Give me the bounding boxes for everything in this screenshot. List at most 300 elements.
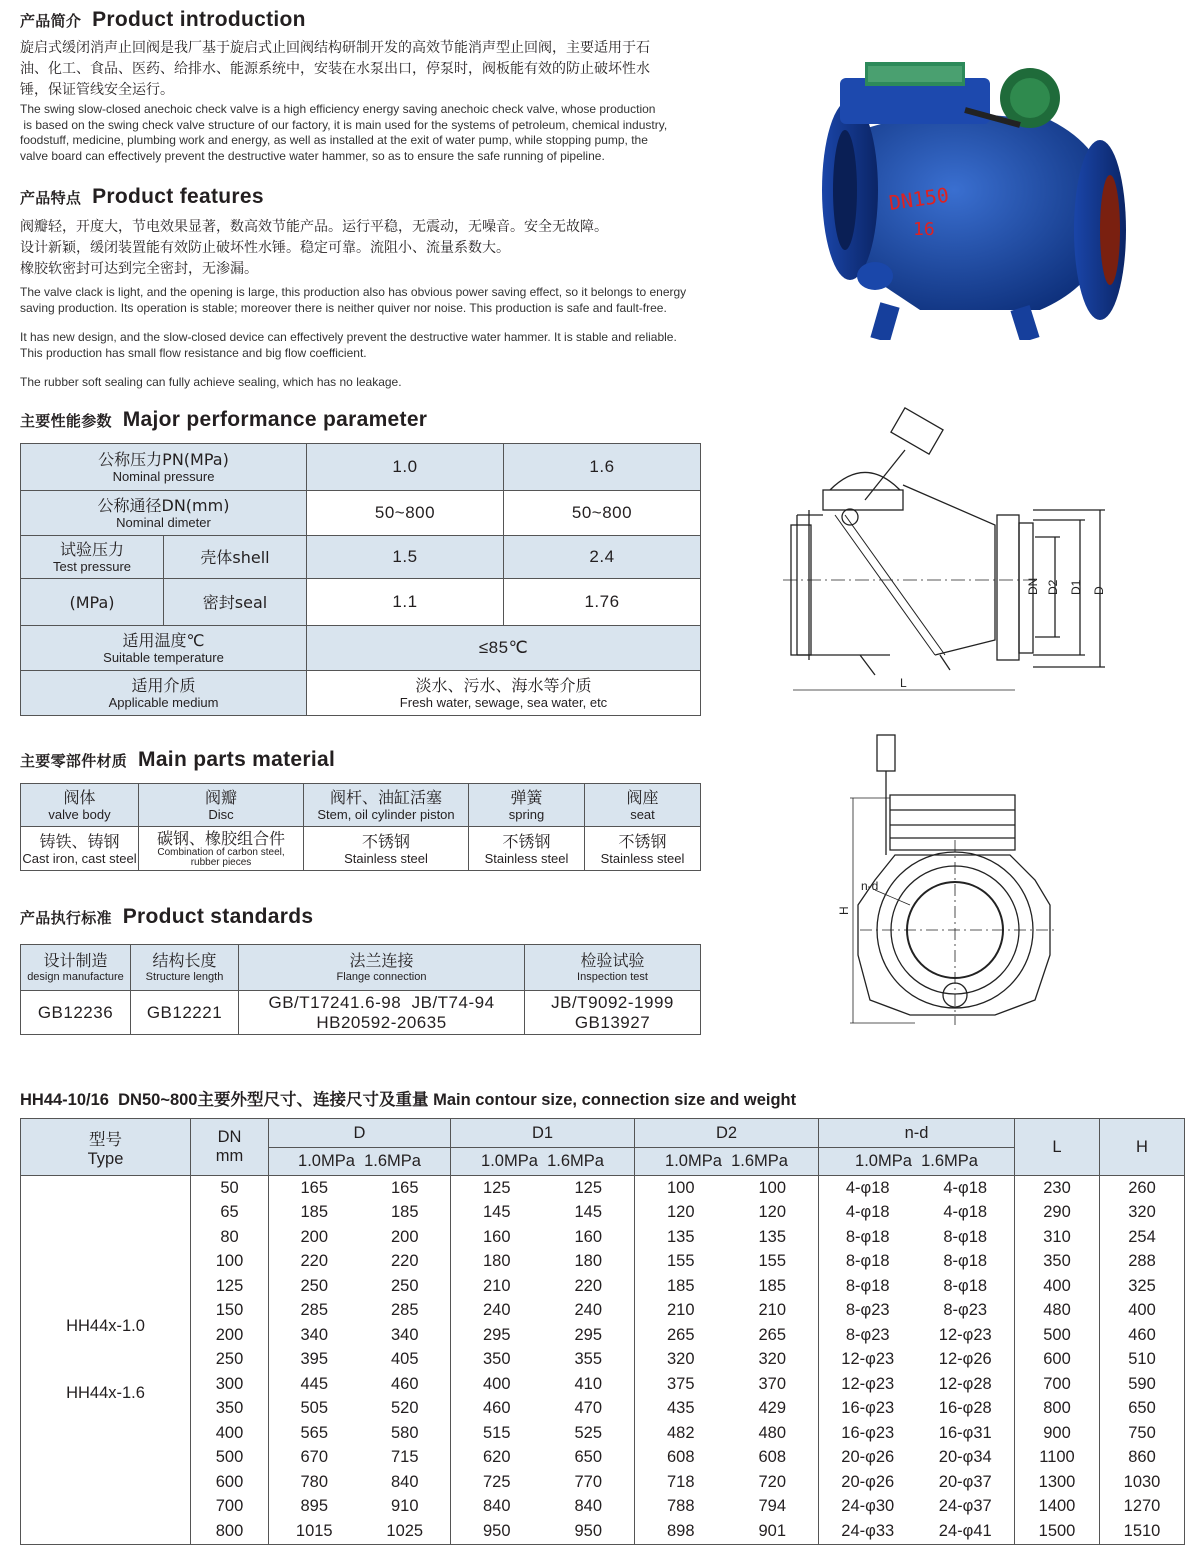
dims-value: 565 xyxy=(300,1423,329,1442)
dim-label-dn: DN xyxy=(1026,577,1040,595)
dims-value: 608 xyxy=(758,1448,787,1467)
std-head: 法兰连接 Flange connection xyxy=(239,945,525,991)
dims-value: 285 xyxy=(300,1301,329,1320)
dims-value: 265 xyxy=(758,1325,787,1344)
dims-l: 1400 xyxy=(1015,1495,1100,1520)
dims-d2 xyxy=(635,1495,819,1520)
dims-value: 155 xyxy=(666,1252,695,1271)
dims-dn: 125 xyxy=(191,1274,269,1299)
mat-head: 弹簧 spring xyxy=(469,784,585,827)
intro-title-cn: 产品简介 xyxy=(20,12,82,30)
perf-val-temp: ≤85℃ xyxy=(307,626,701,671)
performance-title-en: Major performance parameter xyxy=(122,408,428,431)
dims-value: 180 xyxy=(574,1252,603,1271)
dims-d2 xyxy=(635,1176,819,1201)
dims-value: 185 xyxy=(300,1203,329,1222)
dims-d1 xyxy=(451,1274,635,1299)
dims-title: HH44-10/16 DN50~800主要外型尺寸、连接尺寸及重量 Main contour size, connection size and weight xyxy=(20,1091,797,1109)
dims-dn: 80 xyxy=(191,1225,269,1250)
dims-row xyxy=(21,1348,1185,1373)
dims-d1 xyxy=(451,1421,635,1446)
dims-value: 910 xyxy=(390,1497,419,1516)
dims-dn: 700 xyxy=(191,1495,269,1520)
dims-value: 460 xyxy=(482,1399,511,1418)
dims-value: 185 xyxy=(390,1203,419,1222)
perf-label-shell: 壳体shell xyxy=(164,536,307,579)
dims-value: 520 xyxy=(390,1399,419,1418)
dims-value: 525 xyxy=(574,1423,603,1442)
standards-value-row xyxy=(21,991,701,1035)
dims-l: 480 xyxy=(1015,1299,1100,1324)
dims-value: 120 xyxy=(666,1203,695,1222)
mat-val: 不锈钢 Stainless steel xyxy=(585,827,701,871)
dims-head-press: 1.0MPa 1.6MPa xyxy=(635,1148,819,1176)
performance-title-cn: 主要性能参数 xyxy=(20,412,112,430)
dims-value: 8-φ23 xyxy=(943,1301,988,1320)
dims-value: 295 xyxy=(574,1325,603,1344)
dims-h: 1510 xyxy=(1100,1519,1185,1544)
perf-label-temp: 适用温度℃ Suitable temperature xyxy=(21,626,307,671)
dims-value: 340 xyxy=(300,1325,329,1344)
dims-value: 20-φ26 xyxy=(841,1448,895,1467)
dims-d xyxy=(269,1250,451,1275)
side-section-drawing xyxy=(775,405,1185,705)
dims-nd xyxy=(819,1397,1015,1422)
perf-val-medium: 淡水、污水、海水等介质 Fresh water, sewage, sea water, etc xyxy=(307,671,701,716)
mat-val: 不锈钢 Stainless steel xyxy=(469,827,585,871)
dims-value: 180 xyxy=(482,1252,511,1271)
dims-nd xyxy=(819,1274,1015,1299)
dims-value: 395 xyxy=(300,1350,329,1369)
dims-l: 500 xyxy=(1015,1323,1100,1348)
dims-d1 xyxy=(451,1495,635,1520)
dims-value: 210 xyxy=(482,1276,511,1295)
dims-head-press: 1.0MPa 1.6MPa xyxy=(451,1148,635,1176)
materials-title-en: Main parts material xyxy=(138,748,336,771)
dims-l: 290 xyxy=(1015,1201,1100,1226)
dims-nd xyxy=(819,1372,1015,1397)
dims-l: 350 xyxy=(1015,1250,1100,1275)
dims-value: 240 xyxy=(574,1301,603,1320)
intro-title-en: Product introduction xyxy=(92,8,306,31)
std-val: GB12221 xyxy=(131,991,239,1035)
dims-l: 1500 xyxy=(1015,1519,1100,1544)
dims-value: 670 xyxy=(300,1448,329,1467)
perf-row-medium xyxy=(21,671,701,716)
dims-d xyxy=(269,1225,451,1250)
dims-row xyxy=(21,1495,1185,1520)
dims-value: 210 xyxy=(666,1301,695,1320)
perf-val: 2.4 xyxy=(504,536,701,579)
perf-row-temp xyxy=(21,626,701,671)
dims-d2 xyxy=(635,1446,819,1471)
dims-head-press: 1.0MPa 1.6MPa xyxy=(269,1148,451,1176)
dims-d2 xyxy=(635,1201,819,1226)
dims-value: 8-φ18 xyxy=(943,1276,988,1295)
perf-label-pn: 公称压力PN(MPa) Nominal pressure xyxy=(21,444,307,491)
dims-value: 608 xyxy=(666,1448,695,1467)
dims-d1 xyxy=(451,1519,635,1544)
features-cn-line: 阀瓣轻，开度大，节电效果显著，数高效节能产品。运行平稳，无震动，无噪音。安全无故障。 xyxy=(20,219,608,235)
dims-value: 1015 xyxy=(295,1521,333,1540)
dims-d2 xyxy=(635,1372,819,1397)
dims-value: 8-φ18 xyxy=(845,1252,890,1271)
dims-row xyxy=(21,1397,1185,1422)
dims-value: 210 xyxy=(758,1301,787,1320)
dims-l: 230 xyxy=(1015,1176,1100,1201)
mat-head: 阀瓣 Disc xyxy=(139,784,304,827)
photo-label-pn: 16 xyxy=(913,219,935,240)
dims-nd xyxy=(819,1250,1015,1275)
dims-value: 8-φ23 xyxy=(845,1325,890,1344)
dims-nd xyxy=(819,1176,1015,1201)
dims-l: 1300 xyxy=(1015,1470,1100,1495)
dims-d1 xyxy=(451,1348,635,1373)
dims-row xyxy=(21,1519,1185,1544)
dims-value: 12-φ28 xyxy=(938,1374,992,1393)
dims-value: 720 xyxy=(758,1472,787,1491)
dims-value: 4-φ18 xyxy=(845,1203,890,1222)
intro-en-line: foodstuff, medicine, plumbing work and energy, as well as installed at the exit of water pump, while stopping pump, the xyxy=(20,133,648,147)
perf-val: 1.76 xyxy=(504,579,701,626)
front-view-lines xyxy=(850,735,1055,1025)
dims-d xyxy=(269,1421,451,1446)
dims-value: 12-φ23 xyxy=(841,1374,895,1393)
dims-h: 650 xyxy=(1100,1397,1185,1422)
std-head: 结构长度 Structure length xyxy=(131,945,239,991)
dims-nd xyxy=(819,1225,1015,1250)
dims-h: 510 xyxy=(1100,1348,1185,1373)
dims-dn: 800 xyxy=(191,1519,269,1544)
dims-h: 400 xyxy=(1100,1299,1185,1324)
dims-nd xyxy=(819,1446,1015,1471)
dims-row xyxy=(21,1225,1185,1250)
std-val: GB12236 xyxy=(21,991,131,1035)
dims-value: 145 xyxy=(574,1203,603,1222)
mat-val: 铸铁、铸钢 Cast iron, cast steel xyxy=(21,827,139,871)
features-en-line: The valve clack is light, and the opening is large, this production also has obvious power saving effect, so it belongs to energy xyxy=(20,285,687,299)
dims-value: 405 xyxy=(390,1350,419,1369)
dims-d xyxy=(269,1519,451,1544)
dims-value: 100 xyxy=(758,1178,787,1197)
dims-value: 340 xyxy=(390,1325,419,1344)
dims-value: 1025 xyxy=(386,1521,424,1540)
dims-row xyxy=(21,1372,1185,1397)
dims-d xyxy=(269,1323,451,1348)
dims-value: 16-φ23 xyxy=(841,1423,895,1442)
side-section-lines xyxy=(783,408,1105,690)
dims-d1 xyxy=(451,1225,635,1250)
features-title xyxy=(20,185,264,209)
materials-table xyxy=(20,783,701,871)
dims-value: 470 xyxy=(574,1399,603,1418)
dims-l: 400 xyxy=(1015,1274,1100,1299)
dims-value: 165 xyxy=(300,1178,329,1197)
front-view-drawing xyxy=(820,730,1080,1030)
dims-nd xyxy=(819,1348,1015,1373)
dims-l: 700 xyxy=(1015,1372,1100,1397)
features-cn-line: 橡胶软密封可达到完全密封，无渗漏。 xyxy=(20,261,258,277)
dims-h: 1270 xyxy=(1100,1495,1185,1520)
dims-value: 718 xyxy=(666,1472,695,1491)
dims-value: 788 xyxy=(666,1497,695,1516)
dims-d1 xyxy=(451,1372,635,1397)
dims-d1 xyxy=(451,1323,635,1348)
dims-d xyxy=(269,1446,451,1471)
dims-l: 310 xyxy=(1015,1225,1100,1250)
dims-head-nd: n-d xyxy=(819,1119,1015,1148)
dims-value: 295 xyxy=(482,1325,511,1344)
dims-value: 4-φ18 xyxy=(943,1178,988,1197)
dim-label-h: H xyxy=(837,906,851,915)
dims-type-cell xyxy=(21,1176,191,1545)
dims-d2 xyxy=(635,1323,819,1348)
dims-value: 482 xyxy=(666,1423,695,1442)
dims-h: 254 xyxy=(1100,1225,1185,1250)
dims-head-d1: D1 xyxy=(451,1119,635,1148)
dims-row xyxy=(21,1274,1185,1299)
dims-value: 24-φ41 xyxy=(938,1521,992,1540)
perf-val: 1.6 xyxy=(504,444,701,491)
dims-head-h: H xyxy=(1100,1119,1185,1176)
dims-value: 12-φ26 xyxy=(938,1350,992,1369)
dims-value: 165 xyxy=(390,1178,419,1197)
dims-dn: 500 xyxy=(191,1446,269,1471)
dims-body xyxy=(21,1176,1185,1545)
std-val: GB/T17241.6-98 JB/T74-94 HB20592-20635 xyxy=(239,991,525,1035)
mat-val: 不锈钢 Stainless steel xyxy=(304,827,469,871)
mat-head: 阀座 seat xyxy=(585,784,701,827)
dims-value: 200 xyxy=(300,1227,329,1246)
intro-en-line: valve board can effectively prevent the destructive water hammer, so as to ensure the safe running of pipeline. xyxy=(20,148,605,163)
dims-d xyxy=(269,1372,451,1397)
dims-head-type: 型号 Type xyxy=(21,1119,191,1176)
perf-row-seal xyxy=(21,579,701,626)
dims-d2 xyxy=(635,1299,819,1324)
dims-value: 780 xyxy=(300,1472,329,1491)
dims-dn: 50 xyxy=(191,1176,269,1201)
dims-value: 16-φ31 xyxy=(938,1423,992,1442)
dims-head-l: L xyxy=(1015,1119,1100,1176)
dims-value: 285 xyxy=(390,1301,419,1320)
dims-d xyxy=(269,1274,451,1299)
dims-d1 xyxy=(451,1201,635,1226)
dims-l: 900 xyxy=(1015,1421,1100,1446)
std-val: JB/T9092-1999 GB13927 xyxy=(525,991,701,1035)
dims-value: 100 xyxy=(666,1178,695,1197)
dims-d2 xyxy=(635,1397,819,1422)
dims-h: 860 xyxy=(1100,1446,1185,1471)
dims-value: 840 xyxy=(482,1497,511,1516)
dims-d1 xyxy=(451,1176,635,1201)
dims-row xyxy=(21,1201,1185,1226)
dims-value: 505 xyxy=(300,1399,329,1418)
dims-nd xyxy=(819,1495,1015,1520)
dims-value: 12-φ23 xyxy=(841,1350,895,1369)
intro-en-line: is based on the swing check valve structure of our factory, it is main used for the systems of petroleum, chemical industry, xyxy=(20,117,668,132)
dims-head-dn: DN mm xyxy=(191,1119,269,1176)
dims-row xyxy=(21,1446,1185,1471)
features-en-line: The rubber soft sealing can fully achieve sealing, which has no leakage. xyxy=(20,375,402,389)
dims-value: 24-φ30 xyxy=(841,1497,895,1516)
dims-dn: 250 xyxy=(191,1348,269,1373)
dims-value: 620 xyxy=(482,1448,511,1467)
dims-value: 840 xyxy=(390,1472,419,1491)
perf-val: 50~800 xyxy=(504,491,701,536)
standards-title xyxy=(20,905,313,929)
intro-cn-line: 旋启式缓闭消声止回阀是我厂基于旋启式止回阀结构研制开发的高效节能消声型止回阀，主要适用于石 xyxy=(20,40,650,56)
dims-d2 xyxy=(635,1519,819,1544)
dims-value: 8-φ18 xyxy=(943,1252,988,1271)
dims-value: 8-φ18 xyxy=(943,1227,988,1246)
dims-value: 898 xyxy=(666,1521,695,1540)
dims-head-d2: D2 xyxy=(635,1119,819,1148)
dims-value: 725 xyxy=(482,1472,511,1491)
dims-header-row-1 xyxy=(21,1119,1185,1148)
perf-label-mpa: (MPa) xyxy=(21,579,164,626)
dims-value: 370 xyxy=(758,1374,787,1393)
perf-label-test: 试验压力 Test pressure xyxy=(21,536,164,579)
features-en-line: It has new design, and the slow-closed device can effectively prevent the destructive water hammer. It is stable and reliable. xyxy=(20,330,677,344)
dim-label-d1: D1 xyxy=(1069,579,1083,595)
intro-cn-text xyxy=(20,38,740,101)
dims-value: 125 xyxy=(482,1178,511,1197)
dims-h: 460 xyxy=(1100,1323,1185,1348)
dims-value: 375 xyxy=(666,1374,695,1393)
dims-d xyxy=(269,1397,451,1422)
dims-value: 840 xyxy=(574,1497,603,1516)
dims-d2 xyxy=(635,1348,819,1373)
dims-value: 901 xyxy=(758,1521,787,1540)
dims-value: 8-φ23 xyxy=(845,1301,890,1320)
standards-header-row xyxy=(21,945,701,991)
dim-label-d2: D2 xyxy=(1046,579,1060,595)
features-en-text xyxy=(20,285,760,391)
dims-d xyxy=(269,1176,451,1201)
standards-title-en: Product standards xyxy=(122,905,314,928)
dims-table xyxy=(20,1118,1185,1545)
valve-body-shape xyxy=(822,62,1126,340)
dims-value: 12-φ23 xyxy=(938,1325,992,1344)
dims-value: 125 xyxy=(574,1178,603,1197)
dims-value: 480 xyxy=(758,1423,787,1442)
dims-value: 650 xyxy=(574,1448,603,1467)
dims-value: 8-φ18 xyxy=(845,1227,890,1246)
dims-dn: 400 xyxy=(191,1421,269,1446)
dims-dn: 150 xyxy=(191,1299,269,1324)
materials-title xyxy=(20,748,335,772)
type-label: HH44x-1.0 xyxy=(66,1316,145,1335)
dims-l: 600 xyxy=(1015,1348,1100,1373)
valve-photo xyxy=(780,40,1200,340)
dims-value: 460 xyxy=(390,1374,419,1393)
dims-value: 715 xyxy=(390,1448,419,1467)
dims-value: 185 xyxy=(666,1276,695,1295)
dims-nd xyxy=(819,1421,1015,1446)
dims-value: 20-φ34 xyxy=(938,1448,992,1467)
dims-d1 xyxy=(451,1299,635,1324)
features-en-line: This production has small flow resistance and big flow coefficient. xyxy=(20,345,367,360)
dims-l: 800 xyxy=(1015,1397,1100,1422)
intro-en-line: The swing slow-closed anechoic check valve is a high efficiency energy saving anechoic check valve, whose production xyxy=(20,102,656,116)
dims-value: 185 xyxy=(758,1276,787,1295)
dims-value: 355 xyxy=(574,1350,603,1369)
features-cn-line: 设计新颖，缓闭装置能有效防止破坏性水锤。稳定可靠。流阻小、流量系数大。 xyxy=(20,240,510,256)
performance-title xyxy=(20,408,427,432)
mat-val: 碳钢、橡胶组合件 Combination of carbon steel, rubber pieces xyxy=(139,827,304,871)
dims-value: 220 xyxy=(300,1252,329,1271)
dims-value: 794 xyxy=(758,1497,787,1516)
dims-value: 240 xyxy=(482,1301,511,1320)
dims-value: 145 xyxy=(482,1203,511,1222)
dims-value: 410 xyxy=(574,1374,603,1393)
dims-h: 288 xyxy=(1100,1250,1185,1275)
dims-value: 135 xyxy=(666,1227,695,1246)
type-label: HH44x-1.6 xyxy=(66,1383,145,1402)
dims-d xyxy=(269,1495,451,1520)
dim-label-nd: n-d xyxy=(861,879,879,893)
dims-head-d: D xyxy=(269,1119,451,1148)
features-title-en: Product features xyxy=(92,185,264,208)
dims-value: 895 xyxy=(300,1497,329,1516)
dims-value: 250 xyxy=(390,1276,419,1295)
dims-value: 400 xyxy=(482,1374,511,1393)
dims-nd xyxy=(819,1299,1015,1324)
std-head: 设计制造 design manufacture xyxy=(21,945,131,991)
dims-value: 515 xyxy=(482,1423,511,1442)
dims-d2 xyxy=(635,1250,819,1275)
dims-value: 950 xyxy=(574,1521,603,1540)
perf-label-dn: 公称通径DN(mm) Nominal dimeter xyxy=(21,491,307,536)
dims-value: 4-φ18 xyxy=(943,1203,988,1222)
materials-title-cn: 主要零部件材质 xyxy=(20,752,128,770)
dim-label-l: L xyxy=(900,676,907,690)
dims-row xyxy=(21,1470,1185,1495)
perf-val: 1.1 xyxy=(307,579,504,626)
dims-h: 1030 xyxy=(1100,1470,1185,1495)
dims-value: 445 xyxy=(300,1374,329,1393)
dims-value: 429 xyxy=(758,1399,787,1418)
dims-value: 950 xyxy=(482,1521,511,1540)
dims-value: 24-φ33 xyxy=(841,1521,895,1540)
dims-h: 320 xyxy=(1100,1201,1185,1226)
dims-row xyxy=(21,1176,1185,1201)
dims-value: 120 xyxy=(758,1203,787,1222)
dims-value: 4-φ18 xyxy=(845,1178,890,1197)
mat-head: 阀杆、油缸活塞 Stem, oil cylinder piston xyxy=(304,784,469,827)
dims-row xyxy=(21,1250,1185,1275)
dims-d xyxy=(269,1470,451,1495)
dims-h: 260 xyxy=(1100,1176,1185,1201)
dims-value: 20-φ37 xyxy=(938,1472,992,1491)
dims-value: 24-φ37 xyxy=(938,1497,992,1516)
dims-d2 xyxy=(635,1225,819,1250)
dims-value: 160 xyxy=(574,1227,603,1246)
dims-h: 590 xyxy=(1100,1372,1185,1397)
dims-value: 20-φ26 xyxy=(841,1472,895,1491)
dims-d xyxy=(269,1201,451,1226)
perf-row-pn xyxy=(21,444,701,491)
dims-d xyxy=(269,1299,451,1324)
dims-value: 580 xyxy=(390,1423,419,1442)
standards-table xyxy=(20,944,701,1035)
perf-val: 1.0 xyxy=(307,444,504,491)
dims-d1 xyxy=(451,1446,635,1471)
dims-d xyxy=(269,1348,451,1373)
dims-value: 8-φ18 xyxy=(845,1276,890,1295)
dims-value: 200 xyxy=(390,1227,419,1246)
dims-dn: 200 xyxy=(191,1323,269,1348)
